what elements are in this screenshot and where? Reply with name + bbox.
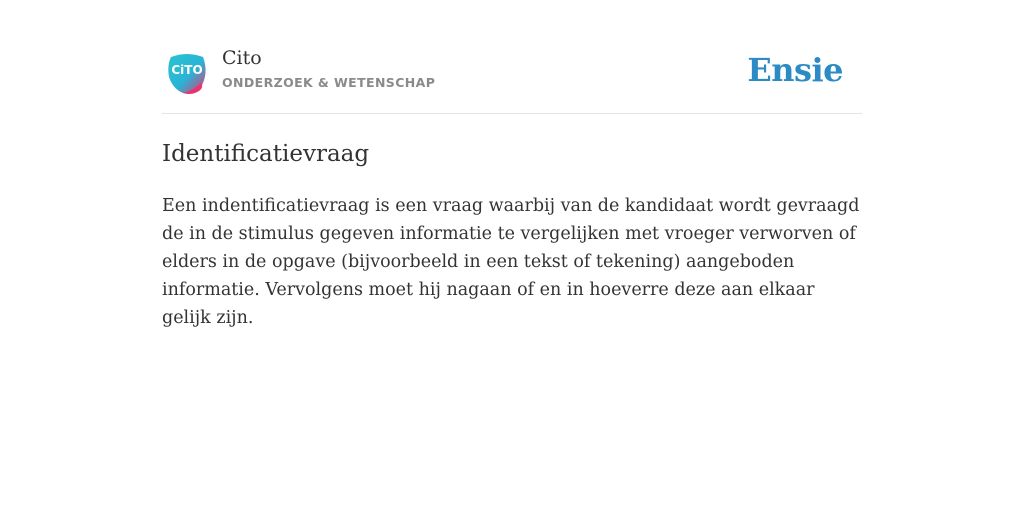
logo-text: CiTO	[171, 63, 203, 77]
header	[162, 40, 862, 114]
brand-name[interactable]: Cito	[222, 47, 262, 69]
ensie-logo-link[interactable]: Ensie	[747, 51, 843, 89]
page-title: Identificatievraag	[162, 141, 370, 167]
definition-text: Een indentificatievraag is een vraag waarbij van de kandidaat wordt gevraagd de in de stimulus gegeven informatie te vergelijken met vroeger verworven of elders in de opgave (bijvoorbeeld in een tekst of tekening) aangeboden informatie. Vervolgens moet hij nagaan of en in hoeverre deze aan elkaar gelijk zijn.	[162, 196, 860, 328]
content-container	[162, 40, 862, 332]
cito-logo-icon[interactable]	[165, 51, 209, 95]
brand-subtitle: ONDERZOEK & WETENSCHAP	[222, 75, 436, 90]
